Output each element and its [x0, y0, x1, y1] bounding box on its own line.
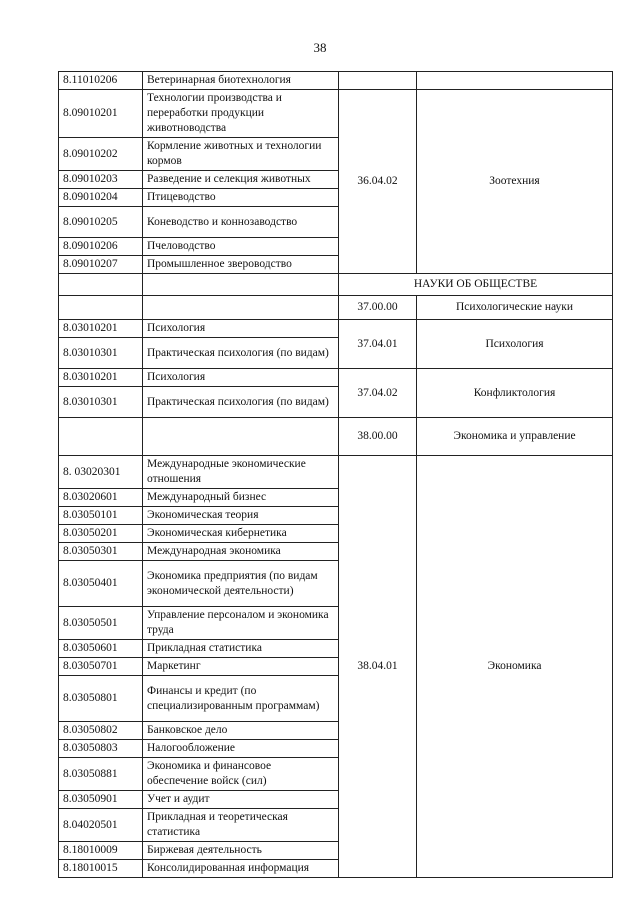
ua-name: Пчеловодство — [143, 238, 339, 256]
ua-name: Банковское дело — [143, 722, 339, 740]
ua-name: Учет и аудит — [143, 791, 339, 809]
ua-code: 8.03050803 — [59, 740, 143, 758]
ru-code: 37.04.01 — [339, 320, 417, 369]
ua-name: Международная экономика — [143, 543, 339, 561]
ua-code: 8.09010207 — [59, 256, 143, 274]
ua-name: Финансы и кредит (по специализированным программам) — [143, 676, 339, 722]
ua-name: Разведение и селекция животных — [143, 171, 339, 189]
ua-code: 8.09010201 — [59, 90, 143, 138]
ua-name: Птицеводство — [143, 189, 339, 207]
ua-name: Международные экономические отношения — [143, 456, 339, 489]
ua-name: Экономическая теория — [143, 507, 339, 525]
table-row — [59, 72, 613, 90]
ua-name: Управление персоналом и экономика труда — [143, 607, 339, 640]
ru-name-empty — [417, 72, 613, 90]
ua-code: 8.18010009 — [59, 842, 143, 860]
ru-name: Конфликтология — [417, 369, 613, 418]
table-row — [59, 369, 613, 387]
ru-group-name: Экономика и управление — [417, 418, 613, 456]
ru-name: Психология — [417, 320, 613, 369]
ru-code: 36.04.02 — [339, 90, 417, 274]
ua-name: Международный бизнес — [143, 489, 339, 507]
ua-name: Психология — [143, 369, 339, 387]
ua-code: 8.03010201 — [59, 369, 143, 387]
ua-name: Технологии производства и переработки продукции животноводства — [143, 90, 339, 138]
ua-name: Маркетинг — [143, 658, 339, 676]
ua-code: 8.11010206 — [59, 72, 143, 90]
ua-name: Практическая психология (по видам) — [143, 338, 339, 369]
ru-group-name: Психологические науки — [417, 296, 613, 320]
ua-name: Консолидированная информация — [143, 860, 339, 878]
ua-code: 8.03050401 — [59, 561, 143, 607]
section-row — [59, 274, 613, 296]
ua-code: 8.04020501 — [59, 809, 143, 842]
ru-name: Зоотехния — [417, 90, 613, 274]
group-row — [59, 418, 613, 456]
specialty-correspondence-table — [58, 71, 613, 878]
ru-code: 38.04.01 — [339, 456, 417, 878]
ua-name: Ветеринарная биотехнология — [143, 72, 339, 90]
ua-name: Прикладная статистика — [143, 640, 339, 658]
ua-code: 8.03050501 — [59, 607, 143, 640]
ru-code-empty — [339, 72, 417, 90]
section-title: НАУКИ ОБ ОБЩЕСТВЕ — [339, 274, 613, 296]
ua-code: 8.03010201 — [59, 320, 143, 338]
ua-code: 8.03050901 — [59, 791, 143, 809]
ua-code: 8.03050701 — [59, 658, 143, 676]
ua-name: Налогообложение — [143, 740, 339, 758]
ua-code: 8.03050881 — [59, 758, 143, 791]
ua-code: 8.03050301 — [59, 543, 143, 561]
ru-name: Экономика — [417, 456, 613, 878]
ua-name: Кормление животных и технологии кормов — [143, 138, 339, 171]
ua-name: Коневодство и коннозаводство — [143, 207, 339, 238]
table-row — [59, 456, 613, 489]
ua-code: 8.09010204 — [59, 189, 143, 207]
ru-group-code: 37.00.00 — [339, 296, 417, 320]
ua-name: Прикладная и теоретическая статистика — [143, 809, 339, 842]
ru-group-code: 38.00.00 — [339, 418, 417, 456]
ua-code: 8.03050201 — [59, 525, 143, 543]
ru-code: 37.04.02 — [339, 369, 417, 418]
ua-code: 8.03050101 — [59, 507, 143, 525]
ua-name: Промышленное звероводство — [143, 256, 339, 274]
ua-code: 8.18010015 — [59, 860, 143, 878]
ua-name: Биржевая деятельность — [143, 842, 339, 860]
ua-name: Практическая психология (по видам) — [143, 387, 339, 418]
ua-code: 8.03020601 — [59, 489, 143, 507]
table-row — [59, 90, 613, 138]
ua-code: 8.09010202 — [59, 138, 143, 171]
ua-code: 8.03050802 — [59, 722, 143, 740]
ua-code: 8.09010205 — [59, 207, 143, 238]
ua-code: 8.09010206 — [59, 238, 143, 256]
ua-code: 8.03010301 — [59, 387, 143, 418]
ua-code: 8.09010203 — [59, 171, 143, 189]
ua-name: Психология — [143, 320, 339, 338]
ua-name: Экономическая кибернетика — [143, 525, 339, 543]
page-number: 38 — [313, 40, 327, 55]
table-row — [59, 320, 613, 338]
ua-name: Экономика предприятия (по видам экономической деятельности) — [143, 561, 339, 607]
ua-code: 8.03050601 — [59, 640, 143, 658]
ua-code: 8.03050801 — [59, 676, 143, 722]
group-row — [59, 296, 613, 320]
ua-name: Экономика и финансовое обеспечение войск (сил) — [143, 758, 339, 791]
ua-code: 8. 03020301 — [59, 456, 143, 489]
ua-code: 8.03010301 — [59, 338, 143, 369]
